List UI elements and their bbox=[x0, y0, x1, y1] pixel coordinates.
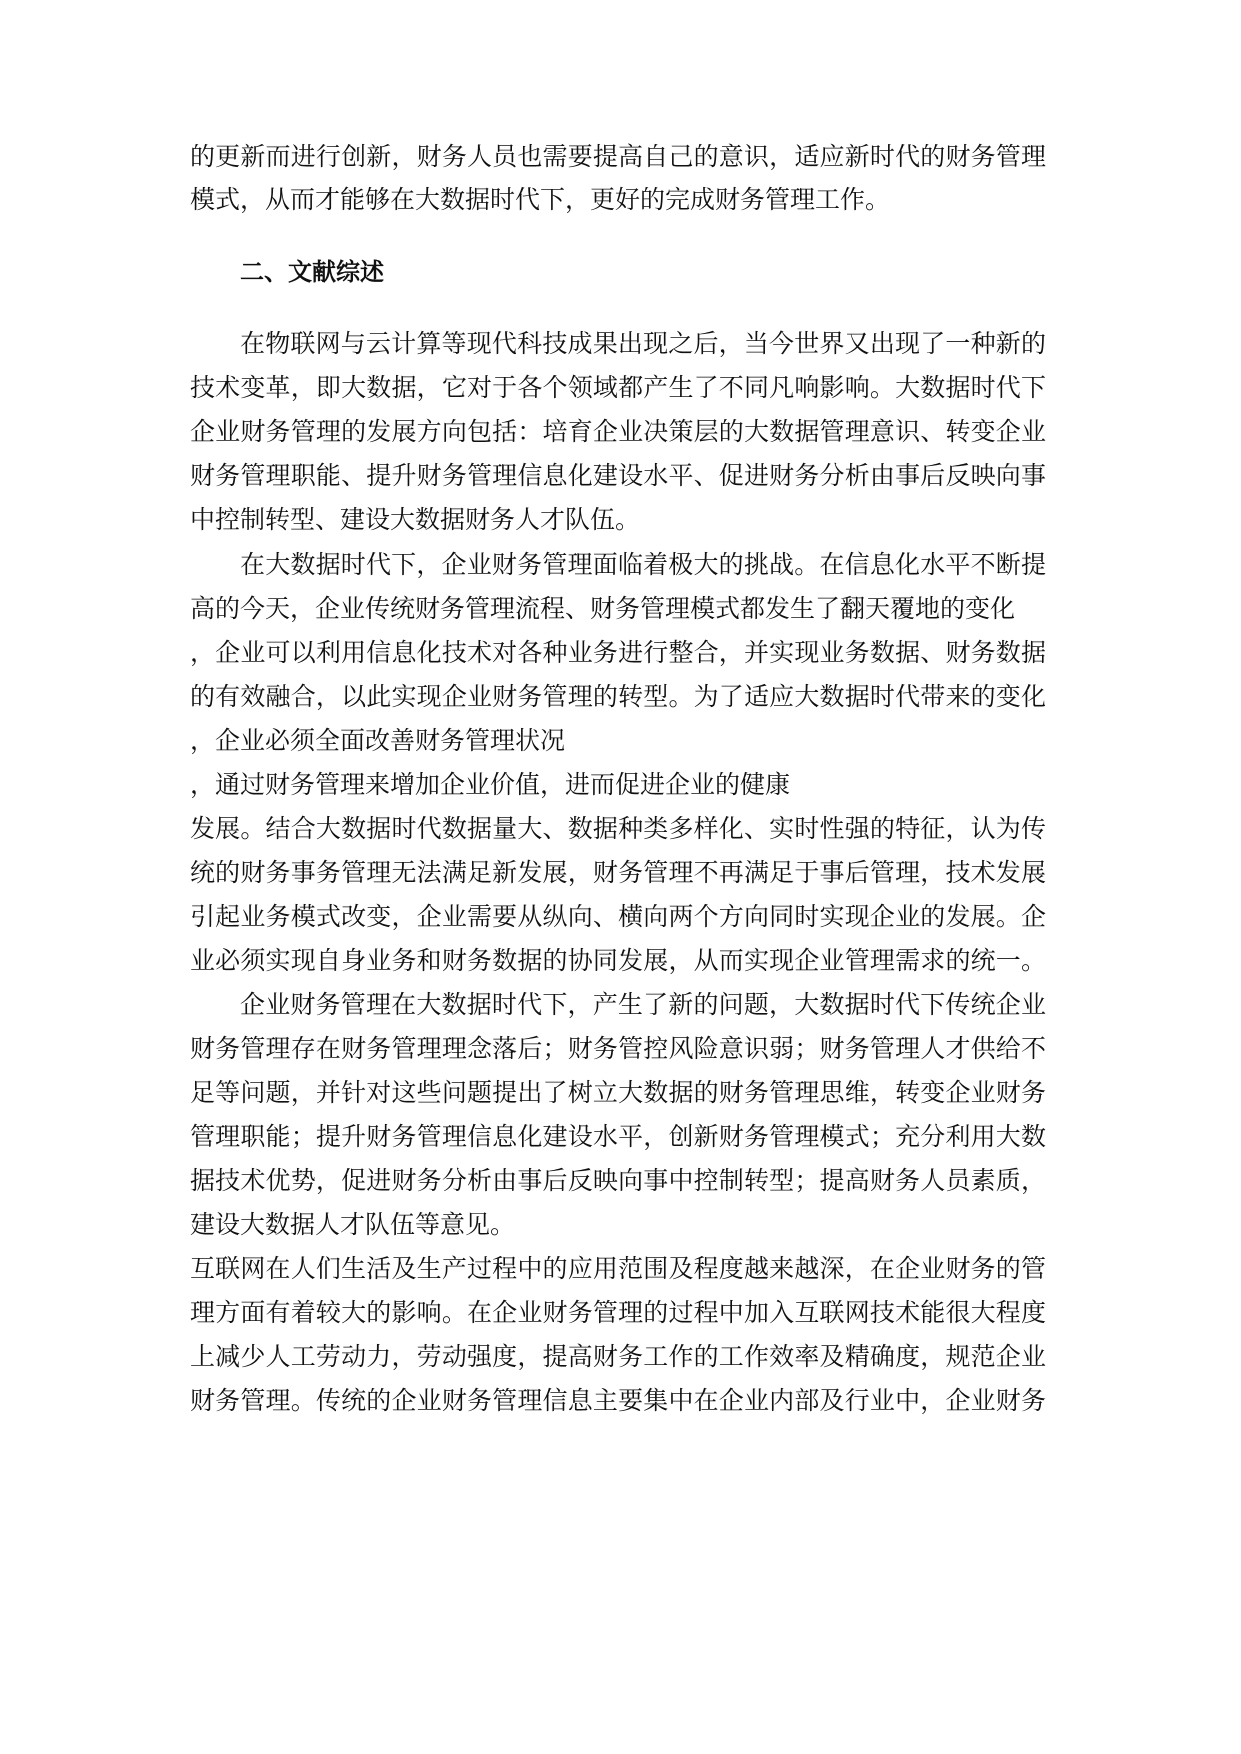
text-line: 财务管理职能、提升财务管理信息化建设水平、促进财务分析由事后反映向事 bbox=[190, 461, 1046, 490]
text-line: ，企业必须全面改善财务管理状况 bbox=[190, 726, 566, 755]
text-line: 管理职能；提升财务管理信息化建设水平，创新财务管理模式；充分利用大数 bbox=[190, 1122, 1046, 1151]
text-line: ，通过财务管理来增加企业价值，进而促进企业的健康 bbox=[190, 770, 791, 799]
text-line: 企业财务管理在大数据时代下，产生了新的问题，大数据时代下传统企业 bbox=[240, 990, 1046, 1019]
text-line: 中控制转型、建设大数据财务人才队伍。 bbox=[190, 505, 641, 534]
text-line: 上减少人工劳动力，劳动强度，提高财务工作的工作效率及精确度，规范企业 bbox=[190, 1342, 1046, 1371]
text-line: 在大数据时代下，企业财务管理面临着极大的挑战。在信息化水平不断提 bbox=[240, 550, 1046, 579]
text-line: 建设大数据人才队伍等意见。 bbox=[190, 1210, 516, 1239]
text-line: 据技术优势，促进财务分析由事后反映向事中控制转型；提高财务人员素质， bbox=[190, 1166, 1046, 1195]
section-heading: 二、文献综述 bbox=[240, 258, 384, 286]
text-line: 业必须实现自身业务和财务数据的协同发展，从而实现企业管理需求的统一。 bbox=[190, 946, 1046, 975]
text-line: 高的今天，企业传统财务管理流程、财务管理模式都发生了翻天覆地的变化 bbox=[190, 594, 1016, 623]
text-line: 的更新而进行创新，财务人员也需要提高自己的意识，适应新时代的财务管理 bbox=[190, 142, 1046, 171]
text-line: 企业财务管理的发展方向包括：培育企业决策层的大数据管理意识、转变企业 bbox=[190, 417, 1046, 446]
text-line: 引起业务模式改变，企业需要从纵向、横向两个方向同时实现企业的发展。企 bbox=[190, 902, 1046, 931]
text-line: ，企业可以利用信息化技术对各种业务进行整合，并实现业务数据、财务数据 bbox=[190, 638, 1046, 667]
text-line: 模式，从而才能够在大数据时代下，更好的完成财务管理工作。 bbox=[190, 185, 891, 214]
text-line: 统的财务事务管理无法满足新发展，财务管理不再满足于事后管理，技术发展 bbox=[190, 858, 1046, 887]
text-line: 在物联网与云计算等现代科技成果出现之后，当今世界又出现了一种新的 bbox=[240, 329, 1046, 358]
text-line: 财务管理存在财务管理理念落后；财务管控风险意识弱；财务管理人才供给不 bbox=[190, 1034, 1046, 1063]
text-line: 技术变革，即大数据，它对于各个领域都产生了不同凡响影响。大数据时代下 bbox=[190, 373, 1046, 402]
text-line: 发展。结合大数据时代数据量大、数据种类多样化、实时性强的特征，认为传 bbox=[190, 814, 1046, 843]
text-line: 互联网在人们生活及生产过程中的应用范围及程度越来越深，在企业财务的管 bbox=[190, 1254, 1046, 1283]
text-line: 足等问题，并针对这些问题提出了树立大数据的财务管理思维，转变企业财务 bbox=[190, 1078, 1046, 1107]
text-line: 财务管理。传统的企业财务管理信息主要集中在企业内部及行业中，企业财务 bbox=[190, 1386, 1046, 1415]
text-line: 理方面有着较大的影响。在企业财务管理的过程中加入互联网技术能很大程度 bbox=[190, 1298, 1046, 1327]
text-line: 的有效融合，以此实现企业财务管理的转型。为了适应大数据时代带来的变化 bbox=[190, 682, 1046, 711]
